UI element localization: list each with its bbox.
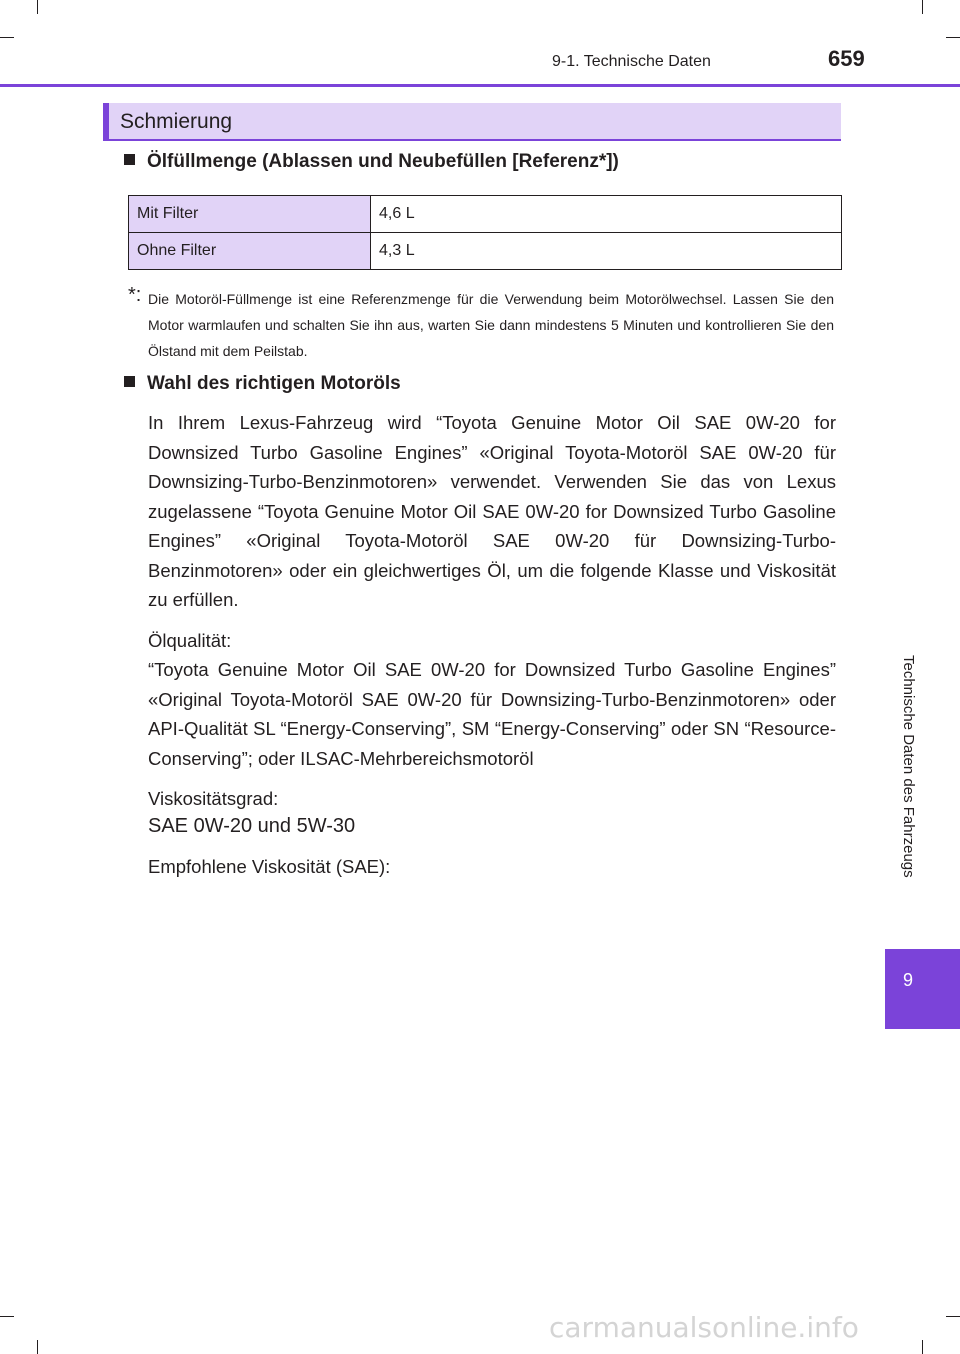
table-row xyxy=(129,196,842,233)
square-bullet-icon xyxy=(124,376,135,387)
crop-mark xyxy=(922,1340,923,1354)
table-label-cell: Ohne Filter xyxy=(129,233,371,270)
oil-selection-heading xyxy=(124,373,401,395)
viscosity-value: SAE 0W-20 und 5W-30 xyxy=(148,815,356,837)
watermark: carmanualsonline.info xyxy=(549,1311,859,1344)
viscosity-label: Viskositätsgrad: xyxy=(148,788,279,809)
table-row xyxy=(129,233,842,270)
oil-capacity-heading-text: Ölfüllmenge (Ablassen und Neubefüllen [Referenz*]) xyxy=(147,151,619,172)
oil-selection-heading-text: Wahl des richtigen Motoröls xyxy=(147,373,401,394)
table-value-cell: 4,6 L xyxy=(371,196,842,233)
page-number: 659 xyxy=(828,46,865,71)
crop-mark xyxy=(922,0,923,14)
table-label-cell: Mit Filter xyxy=(129,196,371,233)
table-value-cell: 4,3 L xyxy=(371,233,842,270)
oil-quality-label: Ölqualität: xyxy=(148,630,232,651)
footnote xyxy=(128,286,834,364)
chapter-tab-number: 9 xyxy=(903,970,914,990)
crop-mark xyxy=(0,1316,14,1317)
footnote-marker: *: xyxy=(128,284,142,306)
square-bullet-icon xyxy=(124,154,135,165)
crop-mark xyxy=(0,37,14,38)
recommended-viscosity-label: Empfohlene Viskosität (SAE): xyxy=(148,856,391,877)
oil-selection-intro: In Ihrem Lexus-Fahrzeug wird “Toyota Genuine Motor Oil SAE 0W-20 for Downsized Turbo Gasoline Engines” «Original Toyota-Motoröl SAE 0W-20 für Downsizing-Turbo-Benzinmotoren» verwendet. Verwenden Sie das von Lexus zugelassene “Toyota Genuine Motor Oil SAE 0W-20 for Downsized Turbo Gasoline Engines” «Original Toyota-Motoröl SAE 0W-20 für Downsizing-Turbo-Benzinmotoren» oder ein gleichwertiges Öl, um die folgende Klasse und Viskosität zu erfüllen. xyxy=(148,412,836,610)
running-header-title: 9-1. Technische Daten xyxy=(552,53,711,70)
oil-quality-text: “Toyota Genuine Motor Oil SAE 0W-20 for Downsized Turbo Gasoline Engines” «Original Toyota-Motoröl SAE 0W-20 für Downsizing-Turbo-Benzinmotoren» oder API-Qualität SL “Energy-Conserving”, SM “Energy-Conserving” oder SN “Resource-Conserving”; oder ILSAC-Mehrbereichsmotoröl xyxy=(148,659,836,769)
crop-mark xyxy=(946,1316,960,1317)
section-accent-bar xyxy=(103,103,109,139)
chapter-tab[interactable] xyxy=(885,949,960,1029)
oil-capacity-table xyxy=(128,195,842,270)
crop-mark xyxy=(37,1340,38,1354)
section-title-bar xyxy=(103,103,841,141)
section-title: Schmierung xyxy=(120,110,233,133)
oil-capacity-heading xyxy=(124,151,619,173)
header-rule xyxy=(0,84,960,87)
chapter-side-title: Technische Daten des Fahrzeugs xyxy=(900,655,917,878)
crop-mark xyxy=(946,37,960,38)
footnote-text: Die Motoröl-Füllmenge ist eine Referenzmenge für die Verwendung beim Motorölwechsel. Lassen Sie den Motor warmlaufen und schalten Sie ihn aus, warten Sie dann mindestens 5 Minuten und kontrollieren Sie den Ölstand mit dem Peilstab. xyxy=(148,291,834,359)
crop-mark xyxy=(37,0,38,14)
